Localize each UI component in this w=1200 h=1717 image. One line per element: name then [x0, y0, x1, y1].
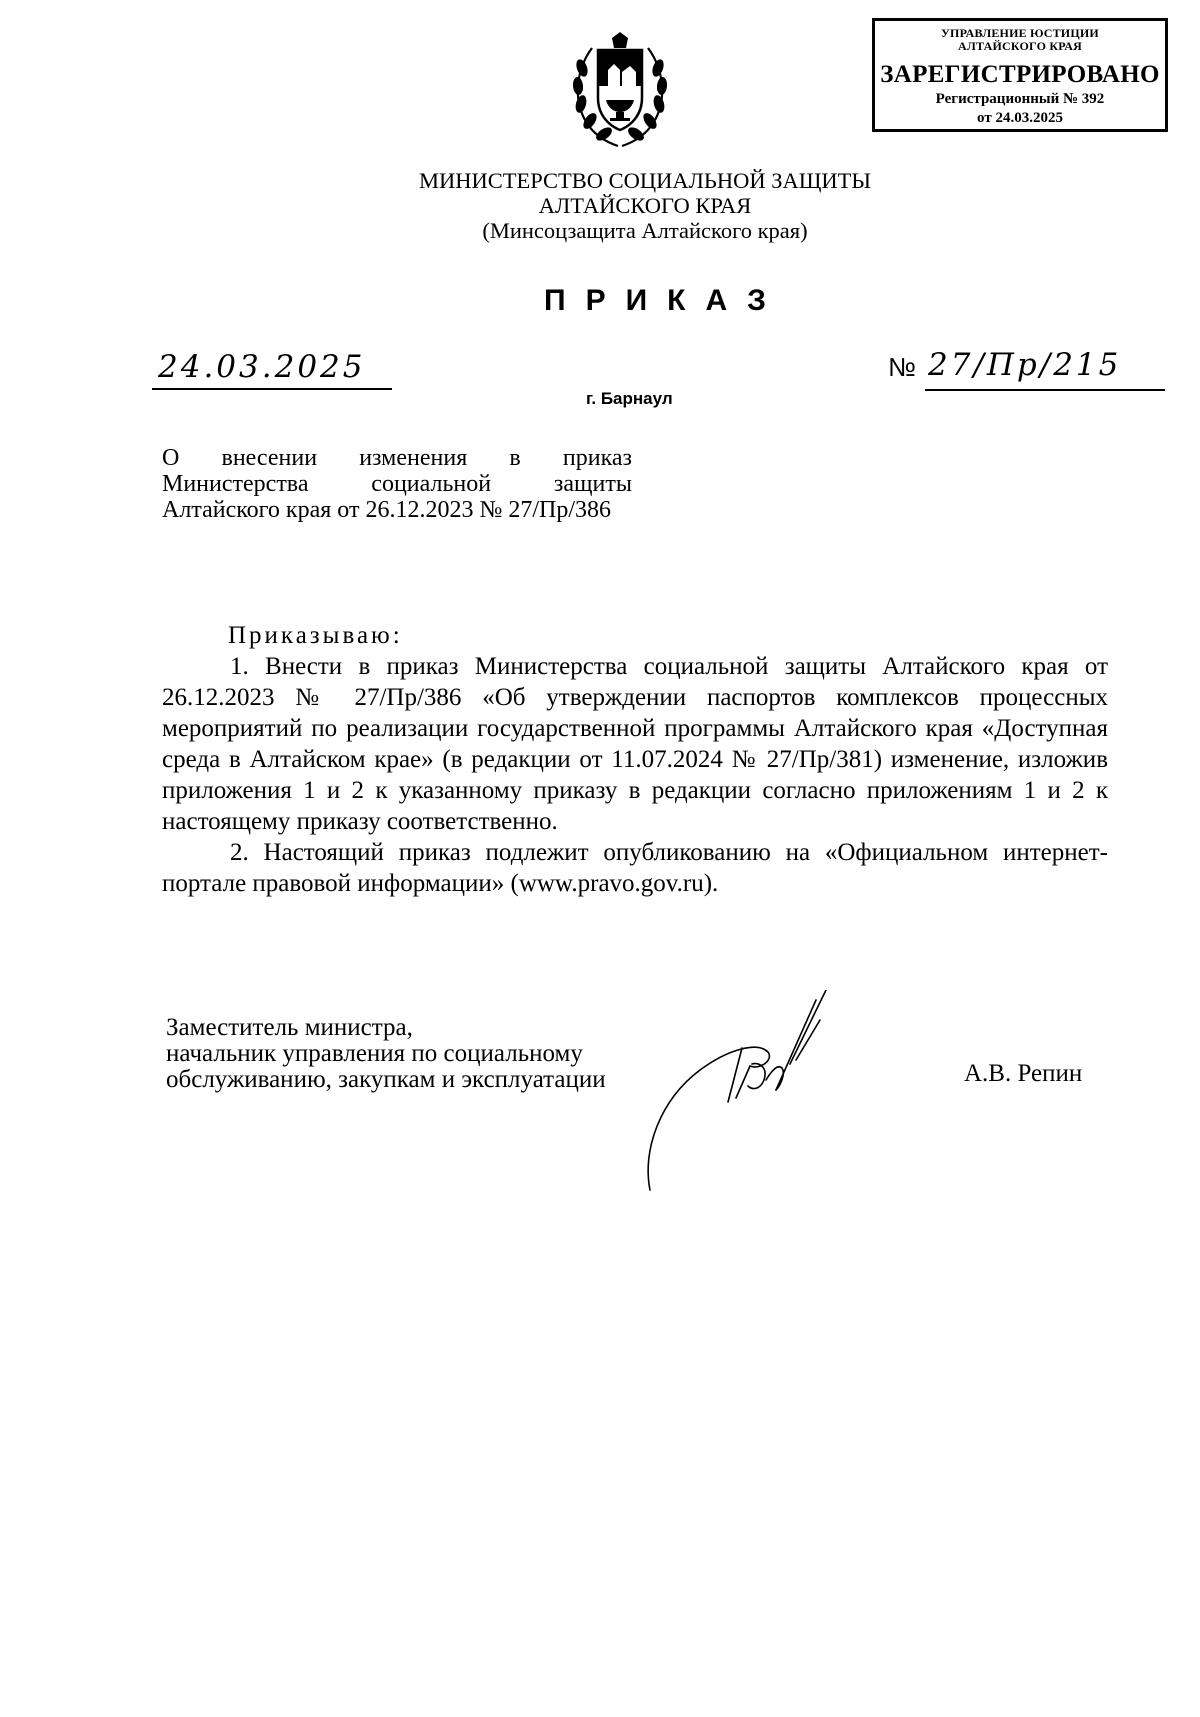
signer-name: А.В. Репин [964, 1060, 1083, 1087]
issue-city: г. Барнаул [586, 389, 673, 408]
order-directive: Приказываю: [228, 622, 403, 649]
ministry-header [300, 168, 990, 243]
signer-position-line1: Заместитель министра, [166, 1014, 413, 1041]
handwritten-signature-icon [640, 990, 900, 1200]
order-date: 24.03.2025 [158, 349, 366, 385]
order-number-label: № [888, 352, 916, 382]
order-subject: О внесении изменения в приказ Министерства социальной защиты Алтайского края от 26.12.2023 № 27/Пр/386 [162, 445, 632, 523]
ministry-short-name: (Минсоцзащита Алтайского края) [482, 218, 808, 243]
order-item-1: 1. Внести в приказ Министерства социальной защиты Алтайского края от 26.12.2023 № 27/Пр/386 «Об утверждении паспортов комплексов процессных мероприятий по реализации государственной программы Алтайского края «Доступная среда в Алтайском крае» (в редакции от 11.07.2024 № 27/Пр/381) изменение, изложив приложения 1 и 2 к указанному приказу в редакции согласно приложениям 1 и 2 к настоящему приказу соответственно. [162, 653, 1108, 835]
signer-position-line2: начальник управления по социальному [166, 1040, 583, 1067]
order-number: 27/Пр/215 [928, 347, 1122, 383]
ministry-name-line1: МИНИСТЕРСТВО СОЦИАЛЬНОЙ ЗАЩИТЫ [418, 168, 872, 193]
date-underline [152, 388, 392, 390]
stamp-org-line2: АЛТАЙСКОГО КРАЯ [958, 39, 1082, 53]
signer-position-line3: обслуживанию, закупкам и эксплуатации [166, 1066, 606, 1093]
coat-of-arms-icon [568, 28, 672, 156]
order-item-2: 2. Настоящий приказ подлежит опубликованию на «Официальном интернет-портале правовой информации» (www.pravo.gov.ru). [162, 839, 1108, 897]
number-underline [925, 389, 1165, 391]
signer-position [166, 1015, 606, 1093]
ministry-name-line2: АЛТАЙСКОГО КРАЯ [538, 193, 752, 218]
registration-stamp [872, 18, 1168, 132]
order-body [162, 620, 1108, 899]
document-type-title: ПРИКАЗ [544, 284, 786, 317]
stamp-org-line1: УПРАВЛЕНИЕ ЮСТИЦИИ [941, 26, 1099, 40]
stamp-status: ЗАРЕГИСТРИРОВАНО [880, 61, 1160, 88]
stamp-reg-number: Регистрационный № 392 [935, 91, 1105, 107]
stamp-reg-date: от 24.03.2025 [977, 110, 1063, 126]
